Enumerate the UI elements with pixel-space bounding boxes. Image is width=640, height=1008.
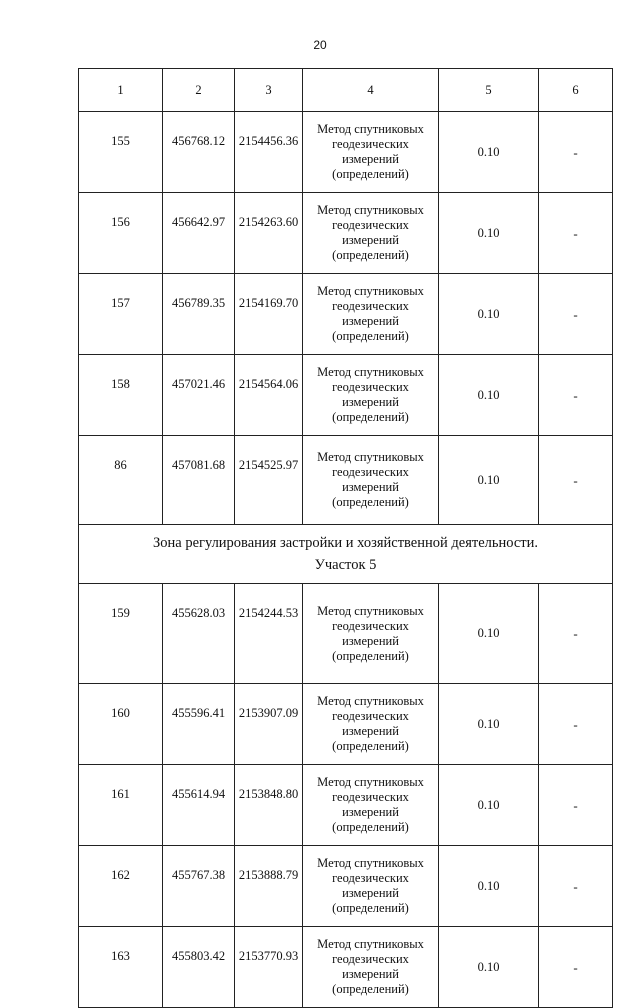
method-line: измерений: [342, 633, 399, 648]
method-line: Метод спутниковых: [317, 450, 424, 464]
header-cell: 4: [303, 69, 439, 112]
point-number-cell: 163: [79, 927, 163, 1008]
x-coordinate-cell: 456642.97: [163, 193, 235, 274]
table-row: [79, 927, 613, 1008]
method-line: Метод спутниковых: [317, 937, 424, 951]
y-coordinate-cell: 2154456.36: [235, 112, 303, 193]
method-line: геодезических: [332, 299, 409, 313]
note-cell: -: [539, 193, 613, 274]
method-cell: [303, 765, 439, 846]
y-coordinate-cell: 2154169.70: [235, 274, 303, 355]
table-row: [79, 846, 613, 927]
method-line: измерений: [342, 886, 399, 900]
coordinates-table: [78, 68, 613, 1008]
y-coordinate-cell: 2154525.97: [235, 436, 303, 525]
method-line: геодезических: [332, 465, 409, 479]
method-line: геодезических: [332, 137, 409, 151]
point-number-cell: 158: [79, 355, 163, 436]
method-line: измерений: [342, 480, 399, 494]
method-line: (определений): [332, 410, 409, 424]
note-cell: -: [539, 112, 613, 193]
point-number-cell: 159: [79, 584, 163, 684]
y-coordinate-cell: 2154263.60: [235, 193, 303, 274]
point-number-cell: 156: [79, 193, 163, 274]
note-cell: -: [539, 765, 613, 846]
table-row: [79, 436, 613, 525]
method-line: измерений: [342, 395, 399, 409]
accuracy-cell: 0.10: [439, 684, 539, 765]
method-line: геодезических: [332, 709, 409, 723]
header-cell: 2: [163, 69, 235, 112]
group-a-rows: [79, 112, 613, 525]
method-line: измерений: [342, 152, 399, 166]
method-line: измерений: [342, 805, 399, 819]
method-line: Метод спутниковых: [317, 365, 424, 379]
accuracy-cell: 0.10: [439, 584, 539, 684]
method-line: Метод спутниковых: [317, 694, 424, 708]
method-cell: [303, 436, 439, 525]
note-cell: -: [539, 436, 613, 525]
section-title: [79, 525, 613, 584]
method-line: (определений): [332, 901, 409, 915]
method-line: (определений): [332, 820, 409, 834]
x-coordinate-cell: 455614.94: [163, 765, 235, 846]
method-line: (определений): [332, 982, 409, 996]
method-line: Метод спутниковых: [317, 775, 424, 789]
method-cell: [303, 846, 439, 927]
y-coordinate-cell: 2153907.09: [235, 684, 303, 765]
accuracy-cell: 0.10: [439, 846, 539, 927]
table-row: [79, 355, 613, 436]
method-cell: [303, 584, 439, 684]
method-line: измерений: [342, 724, 399, 738]
x-coordinate-cell: 457081.68: [163, 436, 235, 525]
note-cell: -: [539, 584, 613, 684]
method-line: Метод спутниковых: [317, 856, 424, 870]
method-cell: [303, 355, 439, 436]
accuracy-cell: 0.10: [439, 765, 539, 846]
header-cell: 6: [539, 69, 613, 112]
method-cell: [303, 927, 439, 1008]
method-line: геодезических: [332, 380, 409, 394]
x-coordinate-cell: 455767.38: [163, 846, 235, 927]
section-title-row: [79, 525, 613, 584]
point-number-cell: 86: [79, 436, 163, 525]
x-coordinate-cell: 457021.46: [163, 355, 235, 436]
note-cell: -: [539, 927, 613, 1008]
x-coordinate-cell: 455628.03: [163, 584, 235, 684]
method-line: (определений): [332, 648, 409, 663]
method-line: (определений): [332, 329, 409, 343]
method-cell: [303, 274, 439, 355]
x-coordinate-cell: 456789.35: [163, 274, 235, 355]
note-cell: -: [539, 355, 613, 436]
method-line: (определений): [332, 248, 409, 262]
header-cell: 5: [439, 69, 539, 112]
y-coordinate-cell: 2153770.93: [235, 927, 303, 1008]
table-row: [79, 765, 613, 846]
note-cell: -: [539, 846, 613, 927]
point-number-cell: 157: [79, 274, 163, 355]
accuracy-cell: 0.10: [439, 274, 539, 355]
table-row: [79, 112, 613, 193]
accuracy-cell: 0.10: [439, 436, 539, 525]
y-coordinate-cell: 2153888.79: [235, 846, 303, 927]
method-line: геодезических: [332, 790, 409, 804]
accuracy-cell: 0.10: [439, 355, 539, 436]
method-cell: [303, 112, 439, 193]
method-line: Метод спутниковых: [317, 284, 424, 298]
point-number-cell: 160: [79, 684, 163, 765]
header-cell: 1: [79, 69, 163, 112]
header-cell: 3: [235, 69, 303, 112]
point-number-cell: 162: [79, 846, 163, 927]
method-line: (определений): [332, 495, 409, 509]
y-coordinate-cell: 2153848.80: [235, 765, 303, 846]
accuracy-cell: 0.10: [439, 112, 539, 193]
page-number: 20: [313, 38, 327, 52]
table-row: [79, 274, 613, 355]
method-line: измерений: [342, 967, 399, 981]
table-row: [79, 684, 613, 765]
group-b-rows: [79, 584, 613, 1008]
method-line: (определений): [332, 167, 409, 181]
x-coordinate-cell: 456768.12: [163, 112, 235, 193]
accuracy-cell: 0.10: [439, 193, 539, 274]
method-line: геодезических: [332, 952, 409, 966]
method-line: измерений: [342, 314, 399, 328]
y-coordinate-cell: 2154244.53: [235, 584, 303, 684]
point-number-cell: 161: [79, 765, 163, 846]
note-cell: -: [539, 274, 613, 355]
method-line: (определений): [332, 739, 409, 753]
table-row: [79, 193, 613, 274]
y-coordinate-cell: 2154564.06: [235, 355, 303, 436]
method-line: Метод спутниковых: [317, 203, 424, 217]
method-line: Метод спутниковых: [317, 122, 424, 136]
method-line: измерений: [342, 233, 399, 247]
method-cell: [303, 684, 439, 765]
method-cell: [303, 193, 439, 274]
method-line: геодезических: [332, 618, 409, 633]
x-coordinate-cell: 455803.42: [163, 927, 235, 1008]
note-cell: -: [539, 684, 613, 765]
x-coordinate-cell: 455596.41: [163, 684, 235, 765]
section-title-line2: Участок 5: [314, 557, 377, 573]
table-row: [79, 584, 613, 684]
accuracy-cell: 0.10: [439, 927, 539, 1008]
point-number-cell: 155: [79, 112, 163, 193]
method-line: геодезических: [332, 871, 409, 885]
table-header-row: [79, 69, 613, 112]
method-line: геодезических: [332, 218, 409, 232]
method-line: Метод спутниковых: [317, 603, 424, 618]
section-title-line1: Зона регулирования застройки и хозяйственной деятельности.: [152, 535, 539, 551]
